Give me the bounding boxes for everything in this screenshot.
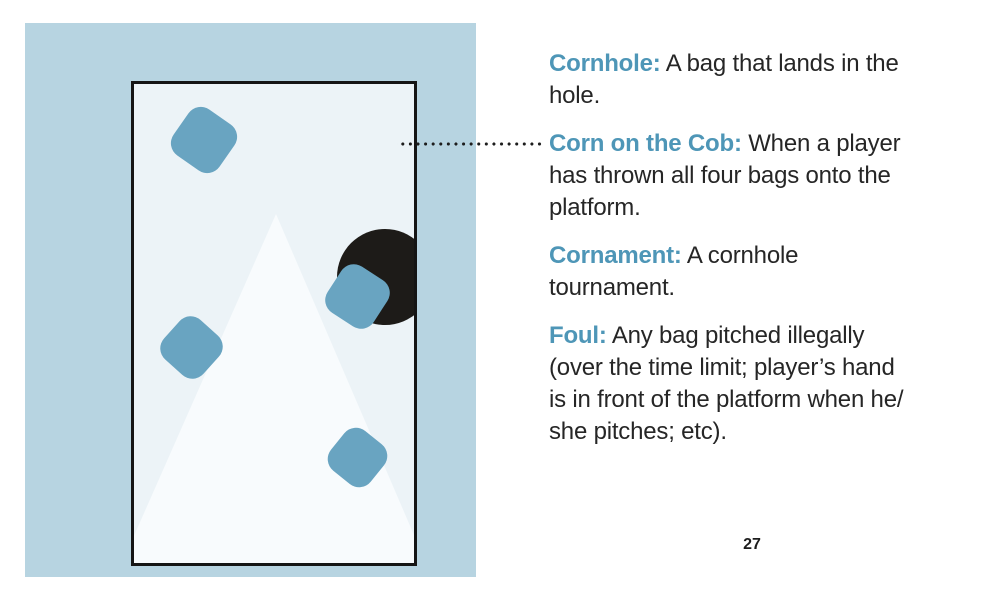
term-label: Foul: (549, 322, 607, 349)
page-number: 27 (743, 536, 761, 553)
dotted-leader-line (397, 141, 542, 147)
glossary-entry (549, 320, 917, 448)
glossary (549, 48, 917, 464)
glossary-entry (549, 48, 917, 112)
cornhole-board (131, 81, 417, 566)
glossary-entry (549, 240, 917, 304)
term-label: Cornament: (549, 242, 682, 269)
illustration-panel (25, 23, 476, 577)
term-definition: Any bag pitched illegally (over the time limit; player’s hand is in front of the platform when he/​she pitches; etc). (549, 322, 904, 445)
term-definition: A bag that lands in the hole. (549, 50, 899, 109)
term-definition: A cornhole tournament. (549, 242, 799, 301)
glossary-entry (549, 128, 917, 224)
term-label: Corn on the Cob: (549, 130, 742, 157)
term-definition: When a player has thrown all four bags onto the platform. (549, 130, 901, 221)
term-label: Cornhole: (549, 50, 661, 77)
